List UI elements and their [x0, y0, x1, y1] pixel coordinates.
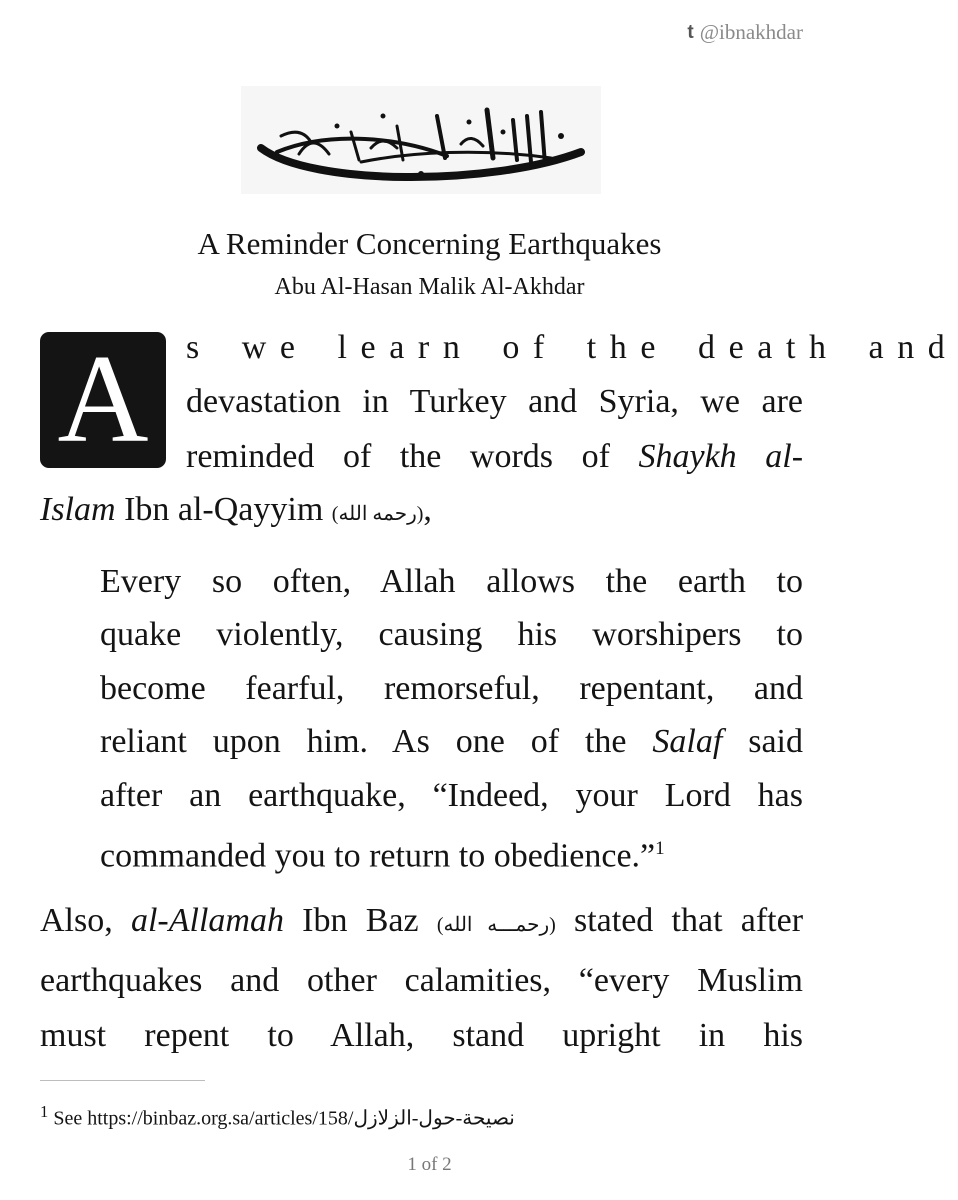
- twitter-handle[interactable]: [687, 20, 803, 45]
- quote-line3: become fearful, remorseful, repentant, and: [100, 670, 803, 707]
- para2-line2: earthquakes and other calamities, “every Muslim: [40, 962, 803, 999]
- document-title: A Reminder Concerning Earthquakes: [197, 226, 662, 261]
- twitter-icon: t: [687, 21, 694, 43]
- drop-cap: A: [40, 332, 166, 468]
- quote-line1: Every so often, Allah allows the earth to: [100, 563, 803, 600]
- quote-line4: reliant upon him. As one of the Salaf said: [100, 723, 803, 760]
- footnote-divider: [40, 1080, 205, 1081]
- bismillah-calligraphy: [241, 86, 601, 194]
- para1-line2: devastation in Turkey and Syria, we are: [186, 383, 803, 420]
- quote-line5: after an earthquake, “Indeed, your Lord has: [100, 777, 803, 814]
- para1-line1: s we learn of the death and: [186, 329, 958, 366]
- quote-line6: commanded you to return to obedience.”$^1$: [100, 837, 665, 875]
- para2-line3: must repent to Allah, stand upright in his: [40, 1017, 803, 1054]
- para1-line4: Islam Ibn al-Qayyim (رحمه الله),: [40, 491, 432, 528]
- footnote-ref: 1: [655, 838, 665, 859]
- handle-text: @ibnakhdar: [699, 20, 803, 44]
- footnote: $^1$ See https://binbaz.org.sa/articles/158/نصيحة-حول-الزلازل: [40, 1102, 515, 1130]
- author-name: Abu Al-Hasan Malik Al-Akhdar: [274, 274, 585, 300]
- honorific-ibn-qayyim: (رحمه الله): [331, 503, 424, 525]
- honorific-ibn-baz: (رحمـــه الله): [436, 914, 556, 936]
- page-number: 1 of 2: [407, 1154, 452, 1175]
- para1-line3: reminded of the words of Shaykh al-: [186, 438, 804, 475]
- quote-line2: quake violently, causing his worshipers to: [100, 616, 803, 653]
- para2-line1: Also, al-Allamah Ibn Baz (رحمـــه الله) stated that after: [40, 902, 804, 939]
